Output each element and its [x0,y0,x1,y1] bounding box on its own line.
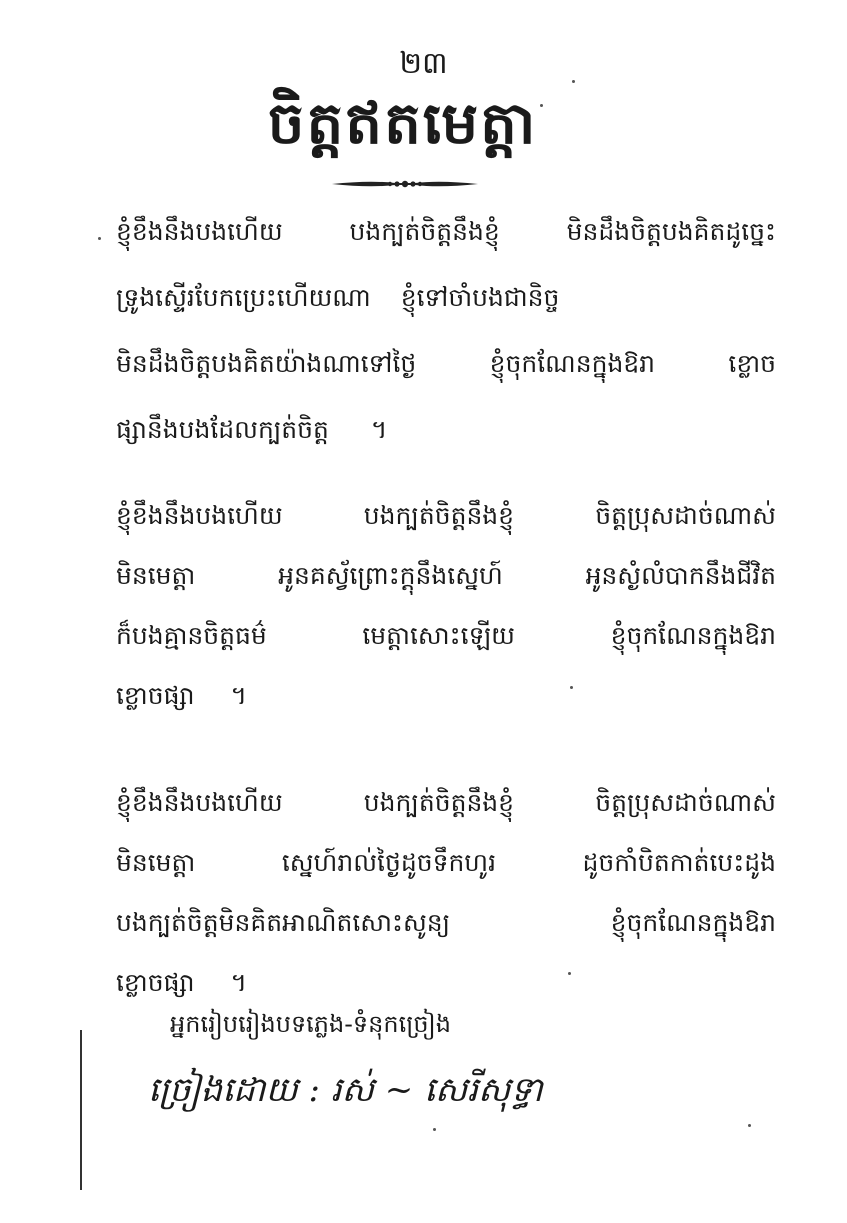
verse-end-mark: ។ [230,968,247,997]
paper-speck [568,972,571,975]
verse-line [116,843,776,883]
verse-line [116,556,776,596]
verse-phrase: ស្នេហ៍រាល់ថ្ងៃដូចទឹកហូរ [281,848,497,877]
song-title: ចិត្តឥតមេត្តា [267,89,538,157]
verse-phrase: អូនស្ងំលំបាកនឹងជីវិត [585,561,776,590]
verse-phrase: ខ្ញុំចុកណែនក្នុងឱរា [489,349,656,378]
verse-phrase: បងក្បត់ចិត្តនឹងខ្ញុំ [349,217,500,246]
paper-speck [572,80,575,83]
paper-speck [433,1128,436,1131]
verse-line [116,963,776,1003]
composer-credit: អ្នករៀបរៀងបទភ្លេង-ទំនុកច្រៀង [170,1010,452,1038]
verse-phrase: ខ្ញុំខឹងនឹងបងហើយ [116,788,283,817]
verse-line [116,676,776,716]
paper-speck [98,237,101,240]
verse-phrase: ខ្ញុំខឹងនឹងបងហើយ [116,217,283,246]
verse-phrase: ចិត្តប្រុសដាច់ណាស់ [595,788,776,817]
verse-line [116,212,776,252]
verse-end-mark: ។ [230,681,247,710]
verse-phrase: អូនគស្វ័ព្រោះក្ដុនឹងស្នេហ៍ [278,561,503,590]
verse-phrase: ខ្លោច [728,349,776,378]
verse-phrase: ក៏បងគ្មានចិត្តធម៌ [116,621,267,650]
verse-end-mark: ។ [370,415,388,444]
verse-phrase: ខ្លោចផ្សា [116,968,195,997]
paper-speck [540,104,543,107]
verse-line [116,496,776,536]
verse-phrase: បងក្បត់ចិត្តនឹងខ្ញុំ [363,501,515,530]
verse-phrase: ខ្ញុំចុកណែនក្នុងឱរា [610,621,776,650]
verse-line [116,783,776,823]
verse-phrase: ខ្លោចផ្សា [116,681,195,710]
verse-phrase: មេត្តាសោះឡើយ [362,621,515,650]
verse-line [116,278,776,318]
verse-phrase: មិនមេត្តា [116,848,196,877]
verse-phrase: មិនដឹងចិត្តបងគិតយ៉ាងណាទៅថ្ងៃ [116,349,417,378]
verse-line [116,410,776,450]
verse-phrase: មិនមេត្តា [116,561,196,590]
verse-phrase: ទ្រូងស្ទើរបែកប្រេះហើយណា [116,283,371,312]
title-ornament [330,176,480,192]
verse-line [116,903,776,943]
verse-phrase: ដូចកាំបិតកាត់បេះដូង [582,848,776,877]
verse-line [116,616,776,656]
singer-credit: ច្រៀងដោយ : រស់ ~ សេរីសុទ្ធា [148,1070,543,1110]
verse-phrase: បងក្បត់ចិត្តនឹងខ្ញុំ [363,788,515,817]
stanza-3 [116,783,776,1023]
verse-phrase: ខ្ញុំចុកណែនក្នុងឱរា [610,908,776,937]
page-number: ២៣ [399,46,448,81]
verse-phrase: ខ្ញុំទៅចាំបងជានិច្ច [400,283,560,312]
paper-speck [570,686,573,689]
verse-phrase: មិនដឹងចិត្តបងគិតដូច្នេះ [566,217,776,246]
verse-line [116,344,776,384]
stanza-1 [116,212,776,476]
verse-phrase: ផ្សានឹងបងដែលក្បត់ចិត្ត [116,415,329,444]
paper-speck [748,1124,751,1127]
stanza-2 [116,496,776,736]
margin-rule [80,1030,82,1190]
verse-phrase: ចិត្តប្រុសដាច់ណាស់ [595,501,776,530]
verse-phrase: បងក្បត់ចិត្តមិនគិតអាណិតសោះសូន្យ [116,908,451,937]
verse-phrase: ខ្ញុំខឹងនឹងបងហើយ [116,501,283,530]
